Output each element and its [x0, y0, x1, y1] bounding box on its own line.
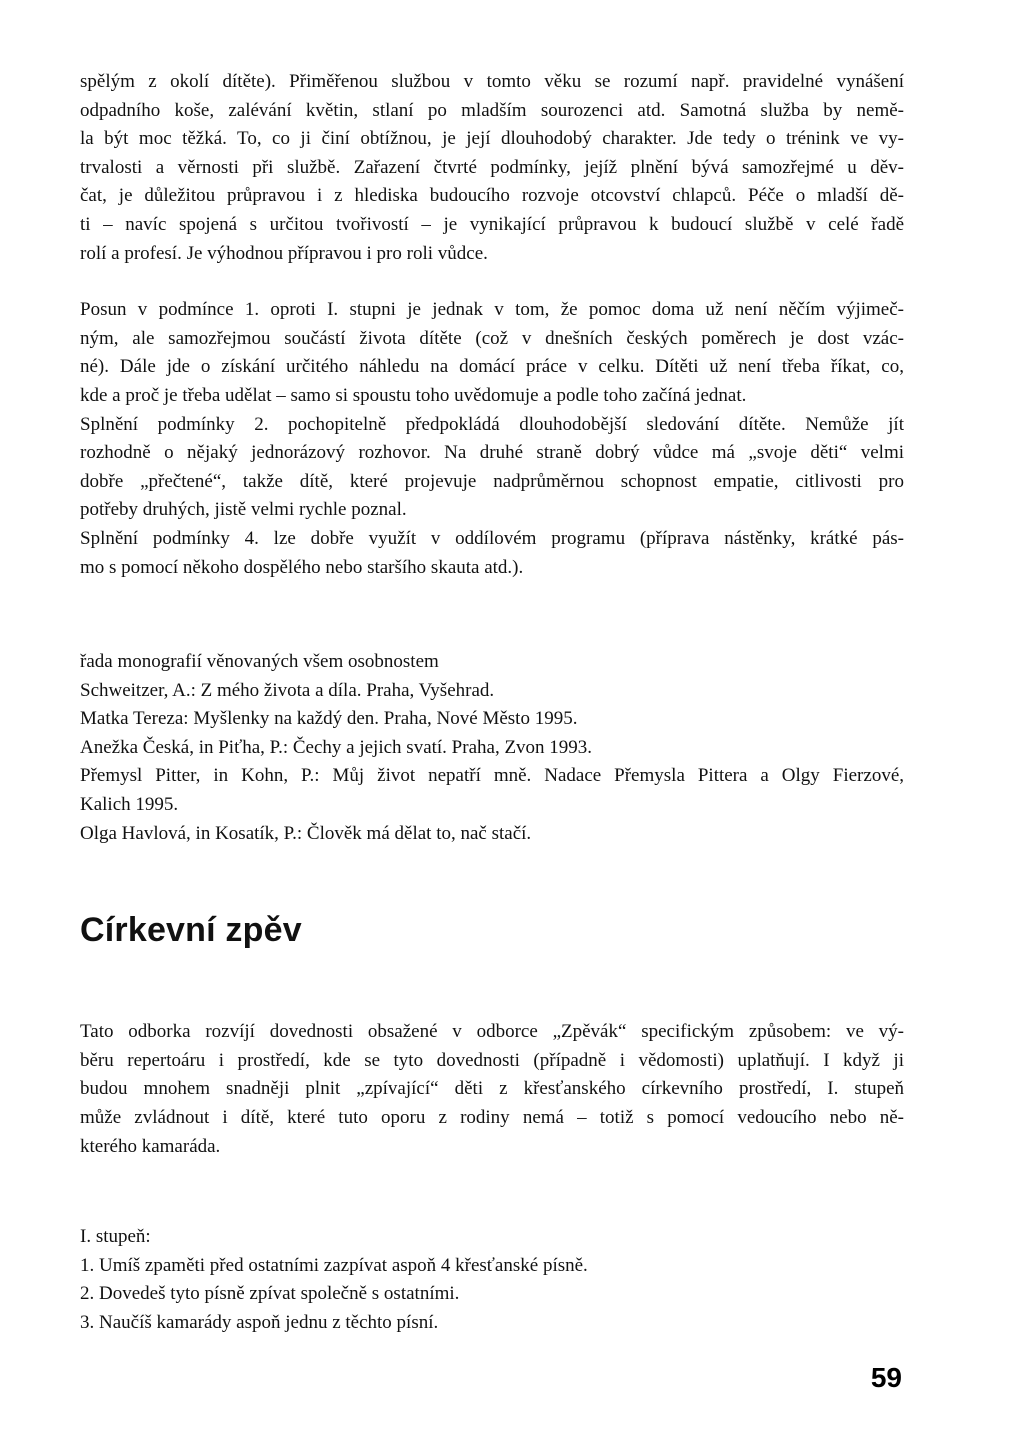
- text-line: budou mnohem snadněji plnit „zpívající“ děti z křesťanského církevního prostředí, I. stupeň: [80, 1078, 904, 1100]
- page-number: 59: [870, 1362, 902, 1393]
- literature-item: Olga Havlová, in Kosatík, P.: Člověk má dělat to, nač stačí.: [80, 822, 532, 844]
- literature-item: Přemysl Pitter, in Kohn, P.: Můj život nepatří mně. Nadace Přemysla Pittera a Olgy Fierzové,: [80, 765, 904, 787]
- text-line: rolí a profesí. Je výhodnou přípravou i pro roli vůdce.: [80, 242, 488, 264]
- text-line: Posun v podmínce 1. oproti I. stupni je jednak v tom, že pomoc doma už není něčím výjimeč-: [80, 299, 904, 321]
- text-line: mo s pomocí někoho dospělého nebo staršího skauta atd.).: [80, 556, 524, 578]
- text-line: může zvládnout i dítě, které tuto oporu z rodiny nemá – totiž s pomocí vedoucího nebo ně-: [80, 1107, 904, 1129]
- text-line: běru repertoáru i prostředí, kde se tyto dovednosti (případně i vědomosti) uplatňují. I když ji: [80, 1049, 904, 1071]
- text-line: čat, je důležitou průpravou i z hlediska budoucího rozvoje otcovství chlapců. Péče o mladší dě-: [80, 185, 904, 207]
- level-item: 2. Dovedeš tyto písně zpívat společně s ostatními.: [80, 1283, 460, 1305]
- text-line: kde a proč je třeba udělat – samo si spoustu toho uvědomuje a podle toho začíná jednat.: [80, 384, 747, 406]
- text-line: rozhodně o nějaký jednorázový rozhovor. Na druhé straně dobrý vůdce má „svoje děti“ velmi: [80, 442, 904, 464]
- literature-item: Schweitzer, A.: Z mého života a díla. Praha, Vyšehrad.: [80, 679, 495, 701]
- text-line: trvalosti a věrnosti při službě. Zařazení čtvrté podmínky, jejíž plnění bývá samozřejmé u děv-: [80, 156, 904, 178]
- literature-item: Kalich 1995.: [80, 794, 179, 816]
- text-line: odpadního koše, zalévání květin, stlaní po mladším sourozenci atd. Samotná služba by nemě-: [80, 99, 904, 121]
- text-line: potřeby druhých, jistě velmi rychle poznal.: [80, 499, 407, 521]
- section-paragraph: [80, 1018, 904, 1161]
- text-line: spělým z okolí dítěte). Přiměřenou službou v tomto věku se rozumí např. pravidelné vynášení: [80, 71, 904, 92]
- posun-paragraph: [80, 296, 904, 582]
- intro-paragraph: [80, 68, 904, 268]
- literature-list: [80, 648, 904, 848]
- text-line: Splnění podmínky 2. pochopitelně předpokládá dlouhodobější sledování dítěte. Nemůže jít: [80, 413, 904, 435]
- level-item: 3. Naučíš kamarády aspoň jednu z těchto písní.: [80, 1312, 439, 1333]
- text-line: né). Dále jde o získání určitého náhledu na domácí práce v celku. Dítěti už není třeba říkat, co,: [80, 356, 904, 378]
- text-line: Splnění podmínky 4. lze dobře využít v oddílovém programu (příprava nástěnky, krátké pás-: [80, 527, 904, 549]
- literature-item: řada monografií věnovaných všem osobnostem: [80, 651, 439, 673]
- text-line: ti – navíc spojená s určitou tvořivostí – je vynikající průpravou k budoucí službě v celé řadě: [80, 213, 904, 235]
- section-heading: Církevní zpěv: [80, 911, 302, 950]
- level-requirements: [80, 1223, 904, 1337]
- level-item: 1. Umíš zpaměti před ostatními zazpívat aspoň 4 křesťanské písně.: [80, 1254, 588, 1276]
- text-line: kterého kamaráda.: [80, 1135, 221, 1157]
- literature-item: Anežka Česká, in Piťha, P.: Čechy a jejich svatí. Praha, Zvon 1993.: [80, 736, 593, 758]
- literature-item: Matka Tereza: Myšlenky na každý den. Praha, Nové Město 1995.: [80, 708, 578, 730]
- text-line: ným, ale samozřejmou součástí života dítěte (což v dnešních českých poměrech je dost vzác-: [80, 327, 904, 349]
- level-title: I. stupeň:: [80, 1226, 151, 1248]
- text-line: Tato odborka rozvíjí dovednosti obsažené v odborce „Zpěvák“ specifickým způsobem: ve vý-: [80, 1021, 904, 1043]
- text-line: dobře „přečtené“, takže dítě, které projevuje nadprůměrnou schopnost empatie, citlivosti pro: [80, 470, 904, 492]
- text-line: la být moc těžká. To, co ji činí obtížnou, je její dlouhodobý charakter. Jde tedy o trénink ve vy-: [80, 128, 904, 150]
